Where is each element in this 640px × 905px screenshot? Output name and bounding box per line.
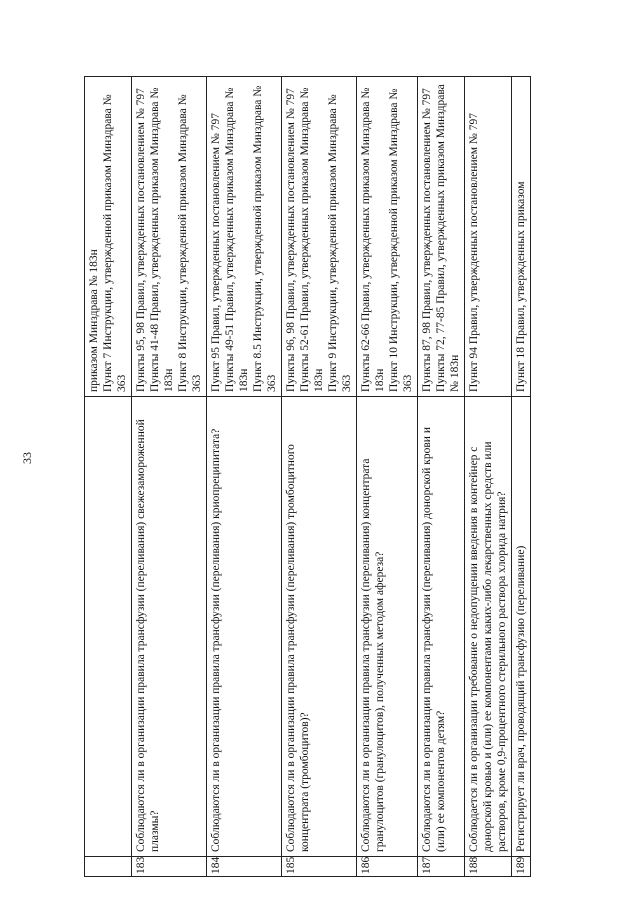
table-row: [207, 77, 282, 877]
table-row: [282, 77, 357, 877]
row-question: Соблюдаются ли в организации правила трансфузии (переливания) криопреципитата?: [207, 397, 282, 857]
reference-line: Пункты 96, 98 Правил, утвержденных постановлением № 797: [285, 88, 297, 392]
reference-line: Пункт 18 Правил, утвержденных приказом: [515, 181, 527, 392]
row-number: 186: [357, 857, 418, 877]
rotated-content: [84, 77, 606, 877]
page-number: 33: [20, 452, 34, 464]
reference-line: Пункт 8 Инструкции, утвержденной приказом Минздрава № 363: [177, 94, 203, 392]
reference-line: Пункт 95 Правил, утвержденных постановлением № 797: [210, 113, 222, 392]
table-row: [85, 77, 132, 877]
row-references: [132, 77, 207, 397]
row-number: 185: [282, 857, 357, 877]
row-references: [512, 77, 531, 397]
table-row: [357, 77, 418, 877]
table-row: [465, 77, 512, 877]
row-number: 184: [207, 857, 282, 877]
row-number: 183: [132, 857, 207, 877]
row-question: [85, 397, 132, 857]
row-question: Регистрирует ли врач, проводящий трансфузию (переливание): [512, 397, 531, 857]
row-number: [85, 857, 132, 877]
row-references: [418, 77, 465, 397]
reference-line: Пункты 52-61 Правил, утвержденных приказом Минздрава № 183н: [299, 87, 325, 392]
row-question: Соблюдаются ли в организации правила трансфузии (переливания) донорской крови и (или) ее компонентов детям?: [418, 397, 465, 857]
reference-line: приказом Минздрава № 183н: [88, 249, 100, 392]
row-references: [465, 77, 512, 397]
row-question: Соблюдается ли в организации требование о недопущении введения в контейнер с донорской кровью и (или) ее компонентами каких-либо лекарственных средств или растворов, кроме 0,9-процентного стерильного раствора хлорида натрия?: [465, 397, 512, 857]
row-references: [85, 77, 132, 397]
checklist-table: [84, 76, 531, 877]
table-row: [512, 77, 531, 877]
row-question: Соблюдаются ли в организации правила трансфузии (переливания) тромбоцитного концентрата (тромбоцитов)?: [282, 397, 357, 857]
reference-line: Пункт 10 Инструкции, утвержденной приказом Минздрава № 363: [388, 88, 414, 392]
table-row: [132, 77, 207, 877]
reference-line: Пункты 87, 98 Правил, утвержденных постановлением № 797: [421, 88, 433, 392]
reference-line: Пункты 72, 77-85 Правил, утвержденных приказом Минздрава № 183н: [435, 84, 461, 392]
row-references: [357, 77, 418, 397]
reference-line: Пункт 7 Инструкции, утвержденной приказом Минздрава № 363: [102, 94, 128, 392]
row-references: [282, 77, 357, 397]
reference-line: Пункт 8.5 Инструкции, утвержденной приказом Минздрава № 363: [252, 85, 278, 392]
reference-line: Пункт 9 Инструкции, утвержденной приказом Минздрава № 363: [327, 94, 353, 392]
reference-line: Пункты 62-66 Правил, утвержденных приказом Минздрава № 183н: [360, 87, 386, 392]
row-question: Соблюдаются ли в организации правила трансфузии (переливания) концентрата гранулоцитов (гранулоцитов), полученных методом афереза?: [357, 397, 418, 857]
row-number: 189: [512, 857, 531, 877]
reference-line: Пункт 94 Правил, утвержденных постановлением № 797: [468, 113, 480, 392]
reference-line: Пункты 49-51 Правил, утвержденных приказом Минздрава № 183н: [224, 87, 250, 392]
reference-line: Пункты 95, 98 Правил, утвержденных постановлением № 797: [135, 88, 147, 392]
row-number: 187: [418, 857, 465, 877]
row-question: Соблюдаются ли в организации правила трансфузии (переливания) свежезамороженной плазмы?: [132, 397, 207, 857]
table-row: [418, 77, 465, 877]
row-number: 188: [465, 857, 512, 877]
reference-line: Пункты 41-48 Правил, утвержденных приказом Минздрава № 183н: [149, 87, 175, 392]
row-references: [207, 77, 282, 397]
